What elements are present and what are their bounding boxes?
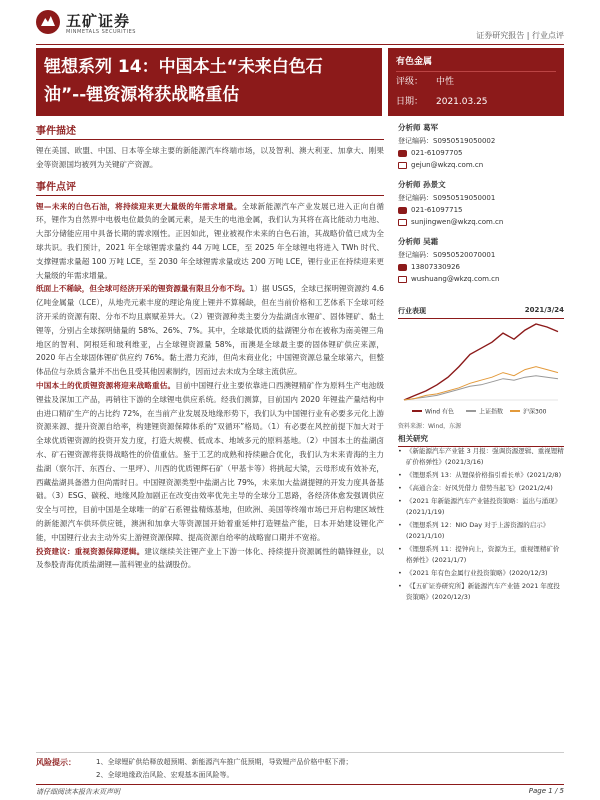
analyst-email[interactable]: wushuang@wkzq.com.cn	[411, 275, 500, 283]
disclaimer-note: 请仔细阅读本报告末页声明	[36, 788, 120, 796]
rating-row	[396, 72, 556, 92]
analyst-card	[398, 236, 564, 285]
phone-icon	[398, 207, 407, 214]
series-line-1	[404, 376, 558, 400]
analyst-card	[398, 179, 564, 228]
email-icon	[398, 276, 407, 283]
related-item[interactable]: • 《高通合金：好风凭借力 借势当起飞》(2021/2/4)	[398, 483, 564, 494]
email-icon	[398, 219, 407, 226]
page-number: Page 1 / 5	[528, 787, 564, 795]
chart-legend	[412, 408, 547, 416]
paragraph-3	[36, 379, 384, 545]
analyst-phone: 021-61097715	[411, 206, 463, 214]
date-label: 日期：	[396, 97, 424, 107]
paragraph-2-highlight: 纸面上不稀缺，但全球可经济开采的锂资源量有限且分布不均。	[36, 284, 250, 294]
paragraph-3-highlight: 中国本土的优质锂资源将迎来战略重估。	[36, 380, 176, 390]
related-research-list	[398, 446, 564, 605]
paragraph-3-body: 目前中国锂行业主要依靠进口西澳锂精矿作为原料生产电池级锂盐及深加工产品，再销往下游的全球锂电供应系统。经我们测算，目前国内 2020 年锂盐产量结构中由进口精矿生产的占比约 72%，在当前产业发展及地缘形势下，我们认为中国锂行业有必要多元化上游资源来源、提升资源自给率，构建锂资源保障体系的“双循环”格局。（1）有必要在风控前提下加大对于全球优质锂资源的投资开发力度，打造大规模、低成本、地域多元的原料基地。（2）中国本土的盐湖卤水、矿石锂资源将获得战略性的价值重估。鉴于工艺的成熟和持续融合优化，我们认为未来青海的主力盐湖（察尔汗、东西台、一里坪）、川西的优质锂辉石矿（甲基卡等）将挑起大梁，云母形成有效补充，西藏盐湖具备潜力但尚需时日。中国锂资源类型中盐湖占比 79%，未来加大盐湖提锂的开发力度具备基础。（3）ESG、碳税、地缘风险加剧正在改变由效率优先主导的全球分工思路，各经济体愈发强调供应安全与可控，目前中国是全球唯一的矿石系锂盐精炼基地，但欧洲、美国等终端市场已开启构建区域性的新能源汽车供环供应链，澳洲和加拿大等资源国开始着重延伸打造锂盐产能，日本开始建设锂化产能，中国锂行业去主动外实上游锂资源保障、提高资源自给率的战略窗口期并不宽裕。	[36, 380, 385, 542]
risk-item: 1、全球锂矿供给释放超预期、新能源汽车推广低预期，导致锂产品价格中枢下滑；	[96, 758, 353, 766]
section-event-title: 事件描述	[36, 122, 384, 140]
paragraph-4	[36, 545, 384, 573]
brand-name-en: MINMETALS SECURITIES	[66, 29, 136, 35]
industry: 有色金属	[396, 52, 556, 72]
related-item[interactable]: • 《2021 年有色金属行业投资策略》(2020/12/3)	[398, 568, 564, 579]
related-item[interactable]: • 《新能源汽车产业链 3 月报：强调资源逻辑、重视锂精矿价格弹性》(2021/3/16)	[398, 446, 564, 468]
main-content	[36, 122, 384, 572]
mountain-logo-icon	[36, 10, 60, 34]
analyst-email-row	[398, 216, 564, 228]
analyst-email-row	[398, 159, 564, 171]
rating-value: 中性	[436, 77, 455, 87]
related-item[interactable]: • 《【五矿证券研究所】新能源汽车产业链 2021 年度投资策略》(2020/12/3)	[398, 581, 564, 603]
risk-item: 2、全球地缘政治风险、宏观基本面风险等。	[96, 771, 234, 779]
risk-items	[96, 756, 564, 782]
analyst-email[interactable]: gejun@wkzq.com.cn	[411, 161, 484, 169]
analyst-phone-row	[398, 204, 564, 216]
phone-icon	[398, 264, 407, 271]
related-item[interactable]: • 《锂想系列 11：提钟向上，资源为王，重视锂精矿价格弹性》(2021/1/7)	[398, 544, 564, 566]
risk-section	[36, 752, 564, 782]
industry-performance-chart	[398, 318, 564, 418]
analyst-reg: 登记编码：S0950520070001	[398, 251, 496, 259]
related-item[interactable]: • 《锂想系列 13：从锂保价格指引看长单》(2021/2/8)	[398, 470, 564, 481]
series-line-2	[404, 367, 558, 400]
report-type: 证券研究报告 | 行业点评	[476, 31, 564, 40]
paragraph-1-body: 全球新能源汽车产业发展已进入正向自循环，锂作为自然界中电极电位最负的金属元素，是天生的电池金属，我们认为其将在高比能动力电池、大部分储能应用中具备长期的需求刚性。正因如此，锂业被视作未来的白色石油，其战略价值已成为全球共识。我们预计，2021 年全球锂需求量约 44 万吨 LCE，至 2025 年全球锂电将进入 TWh 时代、支撑锂需求量超 100 万吨 LCE，至 2030 年全球锂需求量或达 200 万吨 LCE，锂行业正在持续迎来更大量级的年需求增量。	[36, 201, 384, 280]
analyst-phone: 021-61097705	[411, 149, 463, 157]
page-header	[0, 0, 600, 46]
analyst-phone: 13807330926	[411, 263, 460, 271]
meta-box	[388, 48, 564, 116]
date-row	[396, 92, 556, 112]
section-review-title: 事件点评	[36, 178, 384, 196]
title-line-1: 锂想系列 14：中国本土“未来白色石	[44, 57, 323, 77]
analyst-phone-row	[398, 261, 564, 273]
analyst-reg: 登记编码：S0950519050002	[398, 137, 496, 145]
legend-label-sse: 上证指数	[479, 408, 504, 416]
related-item[interactable]: • 《锂想系列 12：NIO Day 对于上游资源的启示》(2021/1/10)	[398, 520, 564, 542]
email-icon	[398, 162, 407, 169]
analyst-sidebar	[398, 122, 564, 285]
report-title	[36, 48, 382, 116]
analyst-email-row	[398, 273, 564, 285]
analyst-name: 分析师 葛军	[398, 123, 439, 132]
risk-label: 风险提示：	[36, 758, 76, 767]
analyst-phone-row	[398, 147, 564, 159]
analyst-email[interactable]: sunjingwen@wkzq.com.cn	[411, 218, 504, 226]
legend-label-csi300: 沪深300	[523, 408, 547, 416]
chart-source: 资料来源：Wind，东源	[398, 423, 462, 430]
event-text: 锂在美国、欧盟、中国、日本等全球主要的新能源汽车终端市场，以及智利、澳大利亚、加拿大、刚果金等资源国均被列为关键矿产资源。	[36, 146, 384, 169]
paragraph-1-highlight: 锂—未来的白色石油，将持续迎来更大量级的年需求增量。	[36, 201, 242, 211]
rating-label: 评级：	[396, 77, 424, 87]
analyst-reg: 登记编码：S0950519050001	[398, 194, 496, 202]
page-footer	[36, 784, 564, 798]
paragraph-1	[36, 200, 384, 283]
paragraph-2-body: 1）据 USGS，全球已探明锂资源约 4.6 亿吨金属量（LCE），从地壳元素丰度的理论角度上锂并不算稀缺，但在当前价格和工艺体系下全球可经济开采的资源有限、分布不均且禀赋差异大。（2）锂资源种类主要分为盐湖卤水锂矿、固体锂矿、黏土锂等，分别占全球探明储量的 58%、26%、7%。其中，全球最优质的盐湖锂分布在被称为南美锂三角地区的智利、阿根廷和玻利维亚，占全球锂资源量 58%，而澳是全球最主要的固体锂矿供应来源，2020 年占全球固体锂矿供应约 76%。黏土潜力充沛，但尚未商业化；中国锂资源总量全球第六，但整体品位与杂质含量并不出色且受其他因素制约，因而过去未成为全球主流供应。	[36, 284, 384, 377]
series-line-0	[404, 324, 558, 400]
analyst-card	[398, 122, 564, 171]
brand-logo	[36, 10, 144, 40]
title-line-2: 油”--锂资源将获战略重估	[44, 85, 240, 105]
chart-title-text: 行业表现	[398, 307, 426, 315]
analyst-name: 分析师 吴霜	[398, 237, 439, 246]
paragraph-2	[36, 282, 384, 379]
paragraph-4-body: 建议继续关注锂产业上下游一体化、持续提升资源属性的赣锋锂业，以及参股青海优质盐湖锂—蓝科锂业的盐湖股份。	[36, 546, 384, 570]
brand-name: 五矿证券	[66, 12, 131, 30]
legend-label-wind: Wind 有色	[425, 408, 454, 416]
paragraph-4-highlight: 投资建议：重视资源保障逻辑。	[36, 546, 145, 556]
chart-period: 2021/3/24	[524, 306, 564, 314]
related-item[interactable]: • 《2021 年新能源汽车产业链投资策略：溢出与涌现》(2021/1/19)	[398, 496, 564, 518]
header-divider	[36, 44, 564, 45]
analyst-name: 分析师 孙景文	[398, 180, 446, 189]
phone-icon	[398, 150, 407, 157]
date-value: 2021.03.25	[436, 97, 488, 107]
related-research-title: 相关研究	[398, 433, 564, 447]
